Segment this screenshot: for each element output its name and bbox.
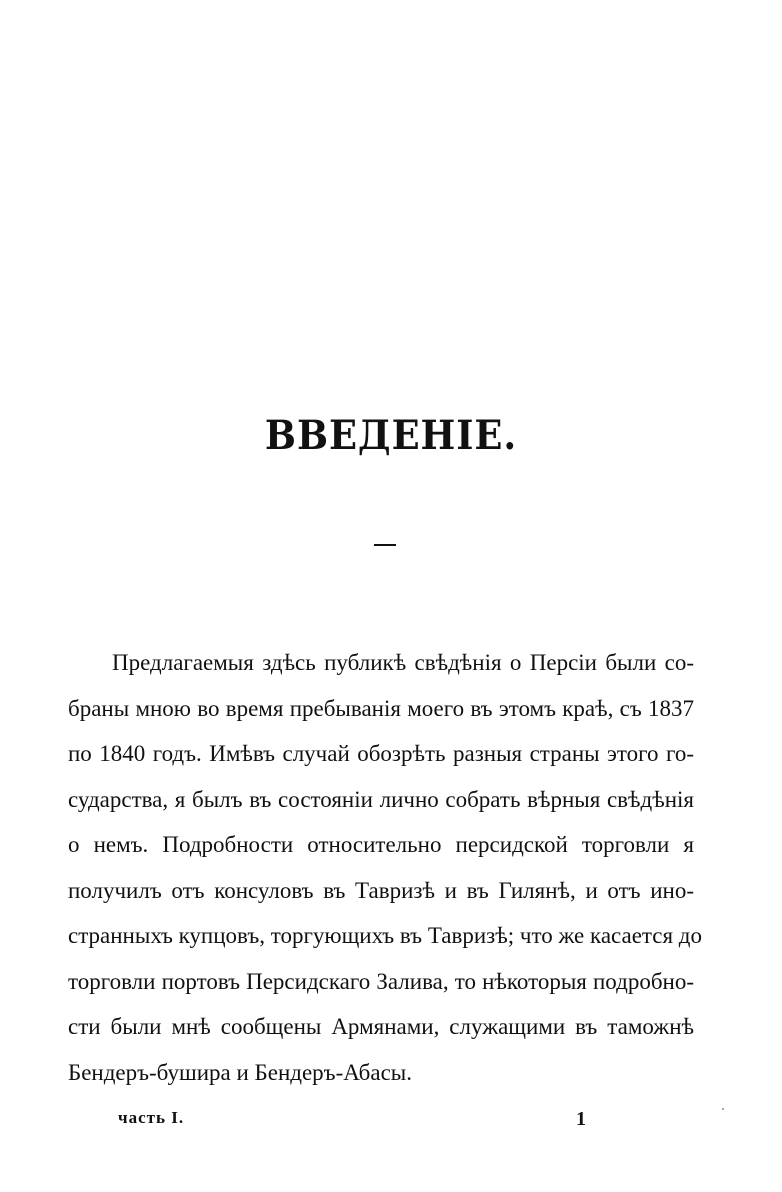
page-number: 1 (576, 1108, 586, 1130)
paragraph-line: о немъ. Подробности относительно персидской торговли я (68, 832, 694, 857)
paragraph-line: сти были мнѣ сообщены Армянами, служащими въ таможнѣ (68, 1014, 694, 1039)
paragraph-line: браны мною во время пребыванія моего въ этомъ краѣ, съ 1837 (68, 695, 694, 721)
paragraph-line: торговли портовъ Персидскаго Залива, то нѣкоторыя подробно- (68, 968, 694, 994)
paper-speck (722, 1108, 724, 1110)
paragraph-line: получилъ отъ консуловъ въ Тавризѣ и въ Гилянѣ, и отъ ино- (68, 877, 694, 903)
paragraph-line: по 1840 годъ. Имѣвъ случай обозрѣть разныя страны этого го- (68, 741, 694, 766)
paragraph-line: странныхъ купцовъ, торгующихъ въ Тавризѣ; что же касается до (68, 923, 703, 948)
paragraph-line: сударства, я былъ въ состояніи лично собрать вѣрныя свѣдѣнія (68, 786, 694, 812)
page-footer (0, 1108, 782, 1138)
title-divider (374, 544, 396, 546)
paragraph-line: Предлагаемыя здѣсь публикѣ свѣдѣнія о Персіи были со- (112, 650, 694, 675)
chapter-title: ВВЕДЕНІЕ. (264, 412, 518, 459)
paragraph-line: Бендеръ-бушира и Бендеръ-Абасы. (68, 1059, 413, 1085)
printer-signature: часть I. (118, 1108, 185, 1127)
introduction-paragraph (68, 645, 703, 1100)
